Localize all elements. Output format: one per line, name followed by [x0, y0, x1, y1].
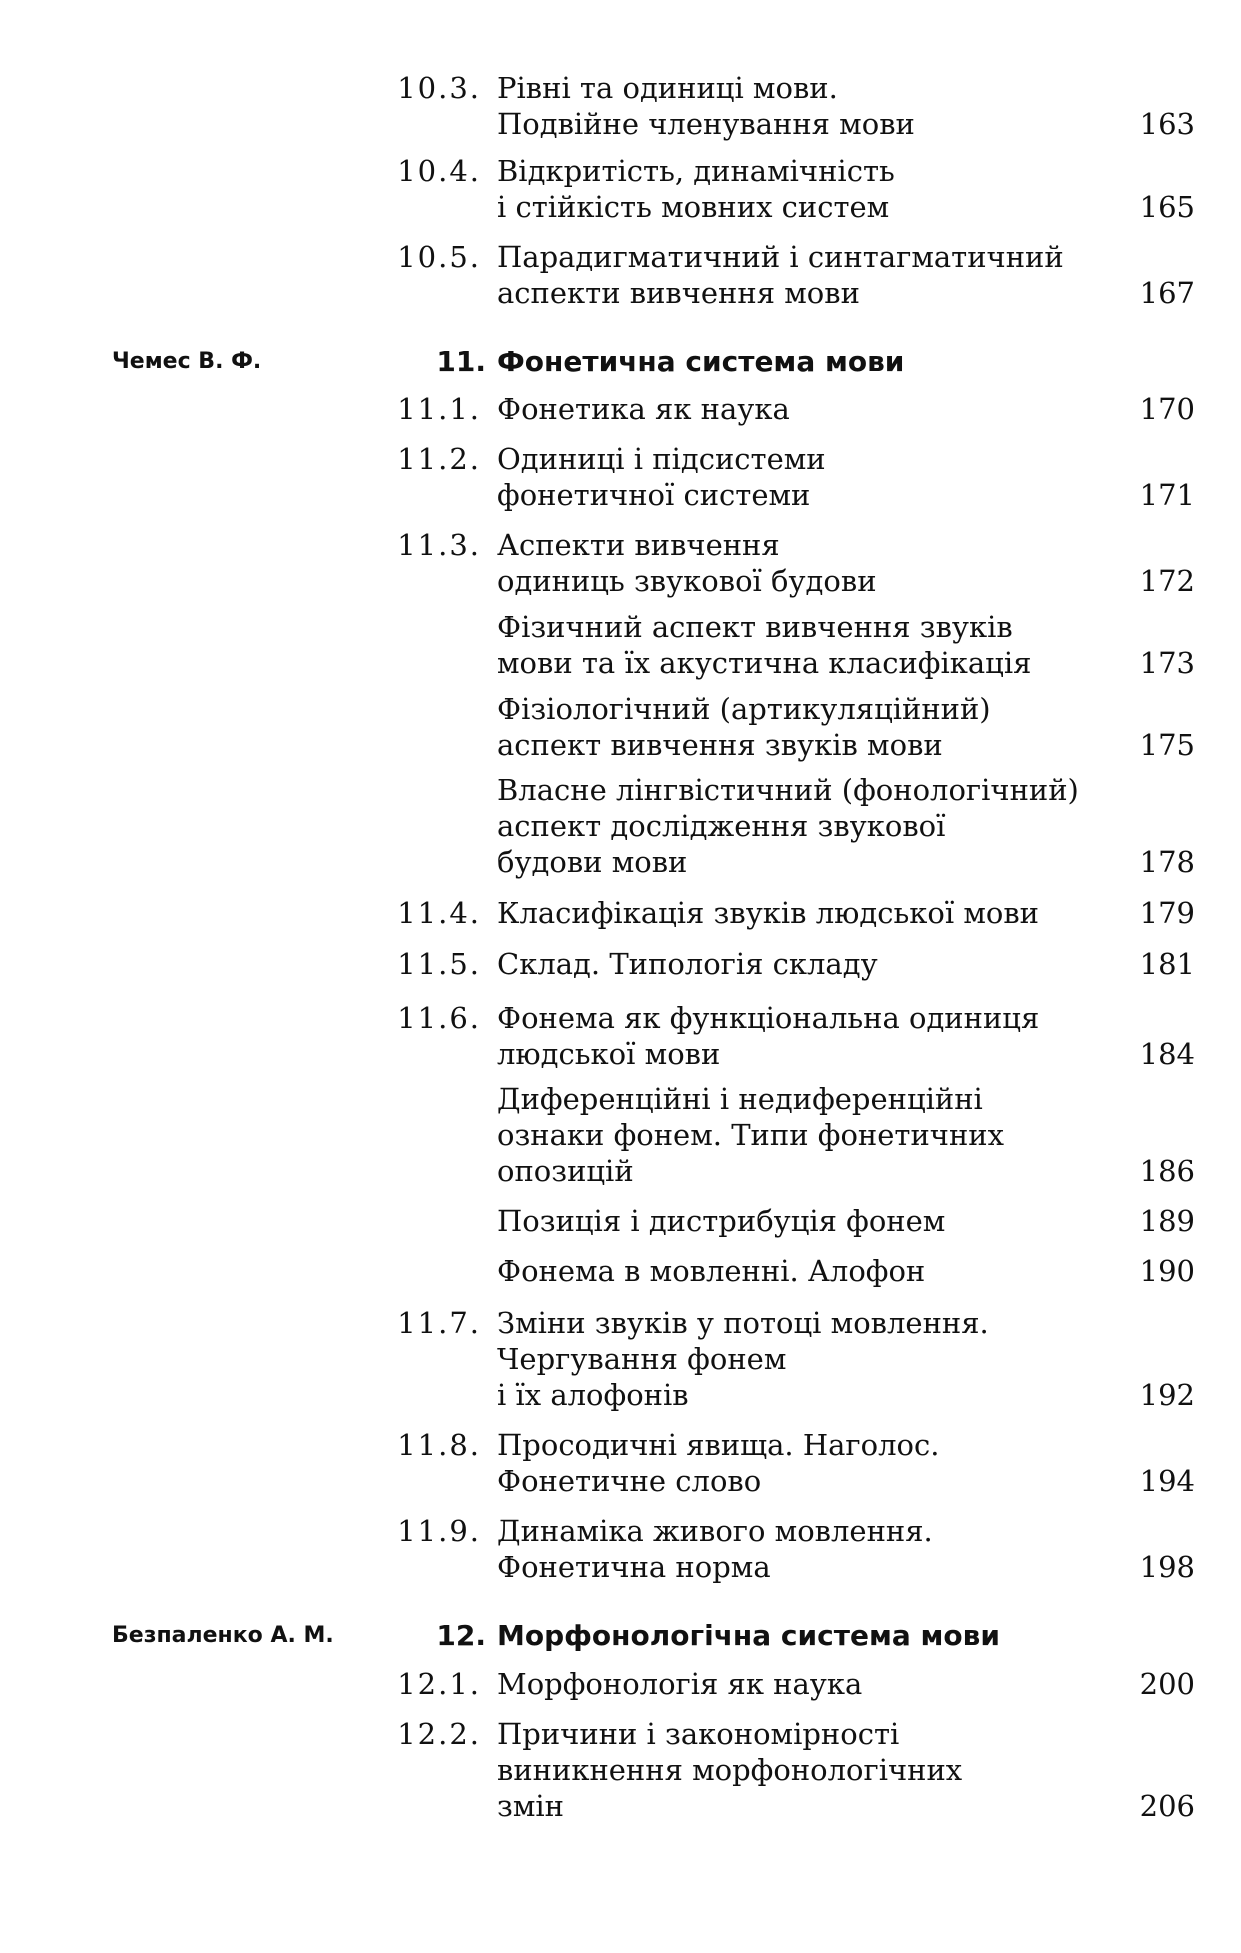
toc-entry-11-6[interactable] [0, 1000, 1241, 1072]
toc-entry-12-2[interactable] [0, 1716, 1241, 1824]
section-number: 10.5. [397, 240, 481, 274]
subsection-title: Фонема в мовленні. Алофон [497, 1254, 926, 1288]
page-number: 194 [1139, 1464, 1195, 1498]
subsection-title: Власне лінгвістичний (фонологічний) аспект дослідження звукової будови мови [497, 773, 1079, 879]
toc-entry-11-4[interactable] [0, 895, 1241, 931]
section-number: 10.3. [397, 71, 481, 105]
section-title: Фонетика як наука [497, 392, 790, 426]
section-number: 12.1. [397, 1667, 481, 1701]
toc-subentry-allophone[interactable] [0, 1253, 1241, 1289]
section-title: Рівні та одиниці мови. Подвійне членування мови [497, 71, 915, 141]
section-title: Одиниці і підсистеми фонетичної системи [497, 442, 826, 512]
section-number: 12.2. [397, 1717, 481, 1751]
toc-subentry-position-distribution[interactable] [0, 1203, 1241, 1239]
page-number: 190 [1139, 1254, 1195, 1288]
toc-entry-11-3[interactable] [0, 527, 1241, 599]
section-number: 11.9. [397, 1514, 481, 1548]
toc-subentry-physiological-aspect[interactable] [0, 691, 1241, 763]
toc-entry-11-7[interactable] [0, 1305, 1241, 1413]
toc-entry-11-8[interactable] [0, 1427, 1241, 1499]
toc-subentry-differential-features[interactable] [0, 1081, 1241, 1189]
section-number: 11.8. [397, 1428, 481, 1462]
chapter-title: Фонетична система мови [497, 345, 905, 378]
page-number: 189 [1139, 1204, 1195, 1238]
page-number: 198 [1139, 1550, 1195, 1584]
section-number: 11.7. [397, 1306, 481, 1340]
toc-entry-10-5[interactable] [0, 239, 1241, 311]
toc-entry-10-4[interactable] [0, 153, 1241, 225]
page-number: 173 [1139, 646, 1195, 680]
page-number: 175 [1139, 728, 1195, 762]
toc-entry-11-9[interactable] [0, 1513, 1241, 1585]
page-number: 165 [1139, 190, 1195, 224]
section-title: Аспекти вивчення одиниць звукової будови [497, 528, 877, 598]
chapter-number: 11. [436, 345, 486, 378]
author-name: Безпаленко А. М. [112, 1623, 334, 1648]
toc-subentry-linguistic-aspect[interactable] [0, 772, 1241, 880]
section-title: Причини і закономірності виникнення морфонологічних змін [497, 1717, 963, 1823]
toc-subentry-physical-aspect[interactable] [0, 609, 1241, 681]
page-number: 167 [1139, 276, 1195, 310]
page-number: 172 [1139, 564, 1195, 598]
section-title: Просодичні явища. Наголос. Фонетичне слово [497, 1428, 940, 1498]
chapter-title: Морфонологічна система мови [497, 1619, 1000, 1652]
subsection-title: Фізичний аспект вивчення звуків мови та їх акустична класифікація [497, 610, 1032, 680]
section-title: Відкритість, динамічність і стійкість мовних систем [497, 154, 895, 224]
subsection-title: Фізіологічний (артикуляційний) аспект вивчення звуків мови [497, 692, 991, 762]
section-title: Динаміка живого мовлення. Фонетична норма [497, 1514, 933, 1584]
page-number: 200 [1139, 1667, 1195, 1701]
chapter-number: 12. [436, 1619, 486, 1652]
section-title: Парадигматичний і синтагматичний аспекти вивчення мови [497, 240, 1064, 310]
page-number: 181 [1139, 947, 1195, 981]
page-number: 171 [1139, 478, 1195, 512]
toc-heading-11[interactable] [0, 344, 1241, 380]
section-number: 11.6. [397, 1001, 481, 1035]
section-number: 11.2. [397, 442, 481, 476]
toc-entry-11-5[interactable] [0, 946, 1241, 982]
page-number: 170 [1139, 392, 1195, 426]
subsection-title: Диференційні і недиференційні ознаки фонем. Типи фонетичних опозицій [497, 1082, 1004, 1188]
toc-entry-10-3[interactable] [0, 70, 1241, 142]
section-number: 11.3. [397, 528, 481, 562]
page-number: 179 [1139, 896, 1195, 930]
section-title: Класифікація звуків людської мови [497, 896, 1040, 930]
section-title: Фонема як функціональна одиниця людської мови [497, 1001, 1040, 1071]
page-number: 192 [1139, 1378, 1195, 1412]
section-number: 11.4. [397, 896, 481, 930]
page-number: 163 [1139, 107, 1195, 141]
section-number: 11.5. [397, 947, 481, 981]
section-number: 11.1. [397, 392, 481, 426]
toc-heading-12[interactable] [0, 1618, 1241, 1654]
section-title: Морфонологія як наука [497, 1667, 863, 1701]
toc-entry-11-1[interactable] [0, 391, 1241, 427]
page-number: 184 [1139, 1037, 1195, 1071]
author-name: Чемес В. Ф. [112, 349, 262, 374]
page-number: 178 [1139, 845, 1195, 879]
toc-entry-11-2[interactable] [0, 441, 1241, 513]
page-number: 206 [1139, 1789, 1195, 1823]
section-title: Зміни звуків у потоці мовлення. Чергування фонем і їх алофонів [497, 1306, 989, 1412]
section-number: 10.4. [397, 154, 481, 188]
subsection-title: Позиція і дистрибуція фонем [497, 1204, 946, 1238]
toc-entry-12-1[interactable] [0, 1666, 1241, 1702]
section-title: Склад. Типологія складу [497, 947, 878, 981]
page-number: 186 [1139, 1154, 1195, 1188]
